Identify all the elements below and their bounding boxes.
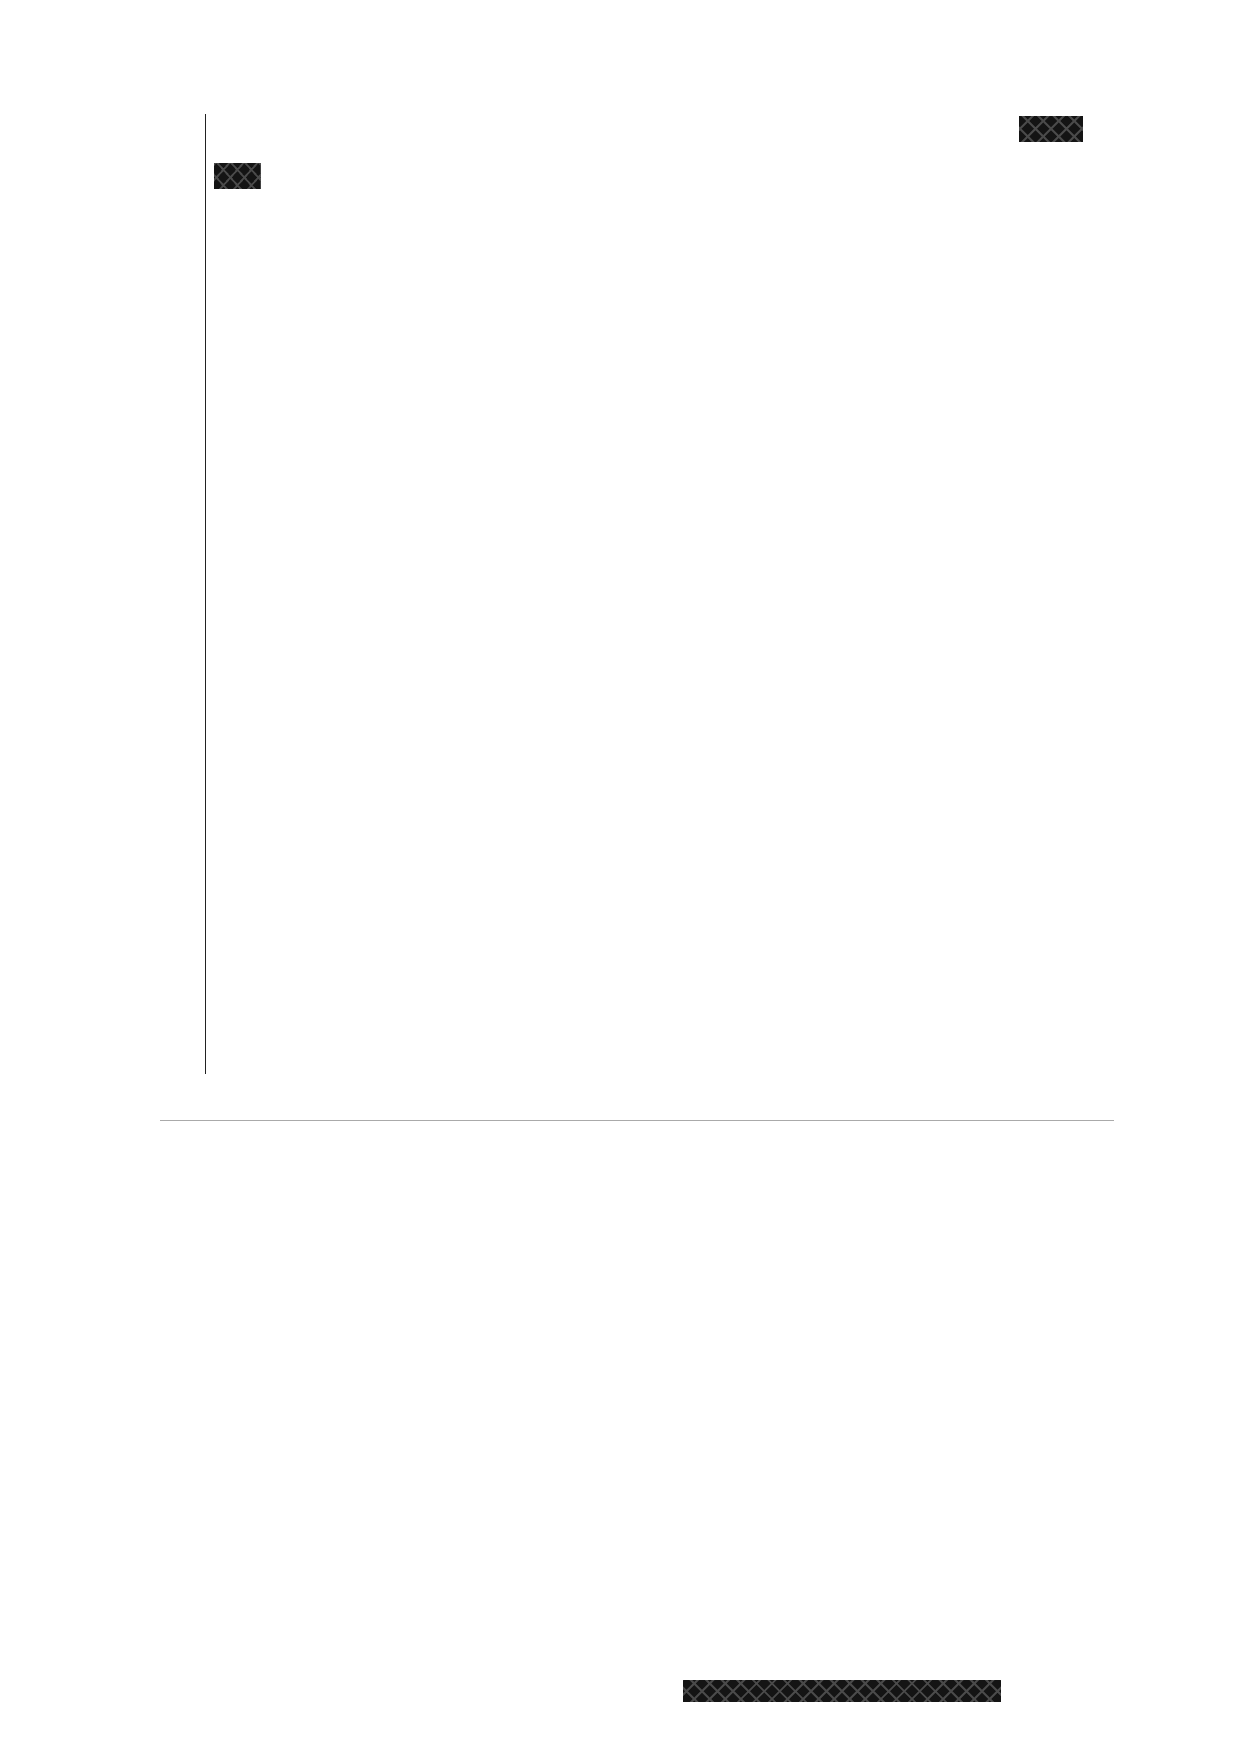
- paragraph-line: [214, 162, 1089, 190]
- paragraph-line: [214, 116, 1089, 142]
- redaction-box: [214, 163, 261, 189]
- footnote-divider: [160, 1120, 1114, 1121]
- footer-redaction-box: [683, 1680, 1001, 1702]
- redaction-box: [1019, 116, 1083, 142]
- main-text-block: [205, 114, 1111, 1074]
